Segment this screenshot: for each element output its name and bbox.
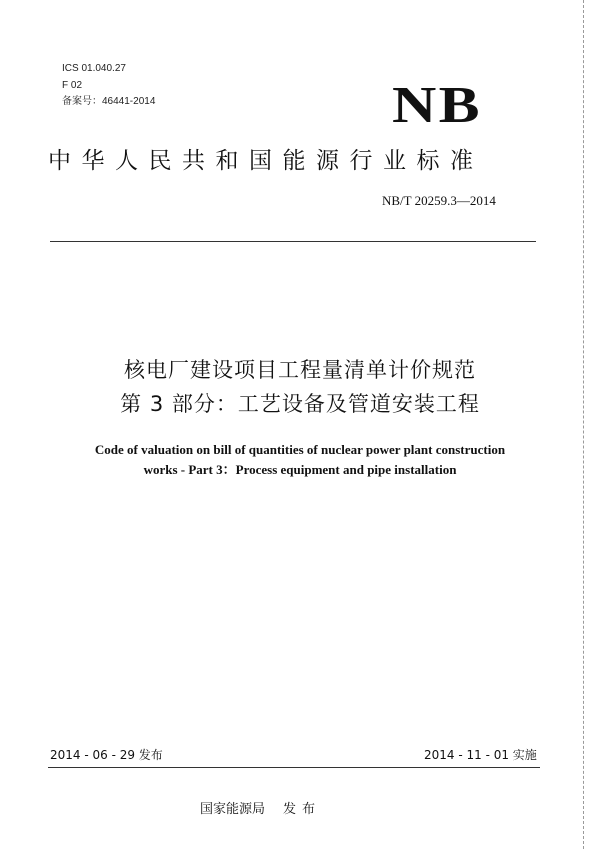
standard-number: NB/T 20259.3—2014 xyxy=(382,193,496,208)
title-cn-line-1: 核电厂建设项目工程量清单计价规范 xyxy=(124,358,476,382)
filing-number: 备案号：46441-2014 xyxy=(62,96,156,107)
publisher-name: 国家能源局 xyxy=(200,802,266,817)
title-en-line-1: Code of valuation on bill of quantities of nuclear power plant construction xyxy=(94,442,506,457)
title-en-line-2: works - Part 3：Process equipment and pipe installation xyxy=(143,462,457,477)
publisher-line xyxy=(200,801,321,819)
f-code: F 02 xyxy=(62,80,83,91)
nb-logo: NB xyxy=(392,77,482,134)
implementation-date: 2014 - 11 - 01 实施 xyxy=(424,748,537,762)
footer-divider xyxy=(48,767,540,768)
title-cn-line-2: 第 3 部分：工艺设备及管道安装工程 xyxy=(120,392,480,416)
page-edge-line xyxy=(583,0,584,849)
standard-category-title: 中华人民共和国能源行业标准 xyxy=(48,148,484,174)
ics-code: ICS 01.040.27 xyxy=(62,63,126,74)
publisher-issue-label: 发布 xyxy=(283,802,322,817)
issue-date: 2014 - 06 - 29 发布 xyxy=(50,748,163,762)
header-divider xyxy=(50,241,536,242)
